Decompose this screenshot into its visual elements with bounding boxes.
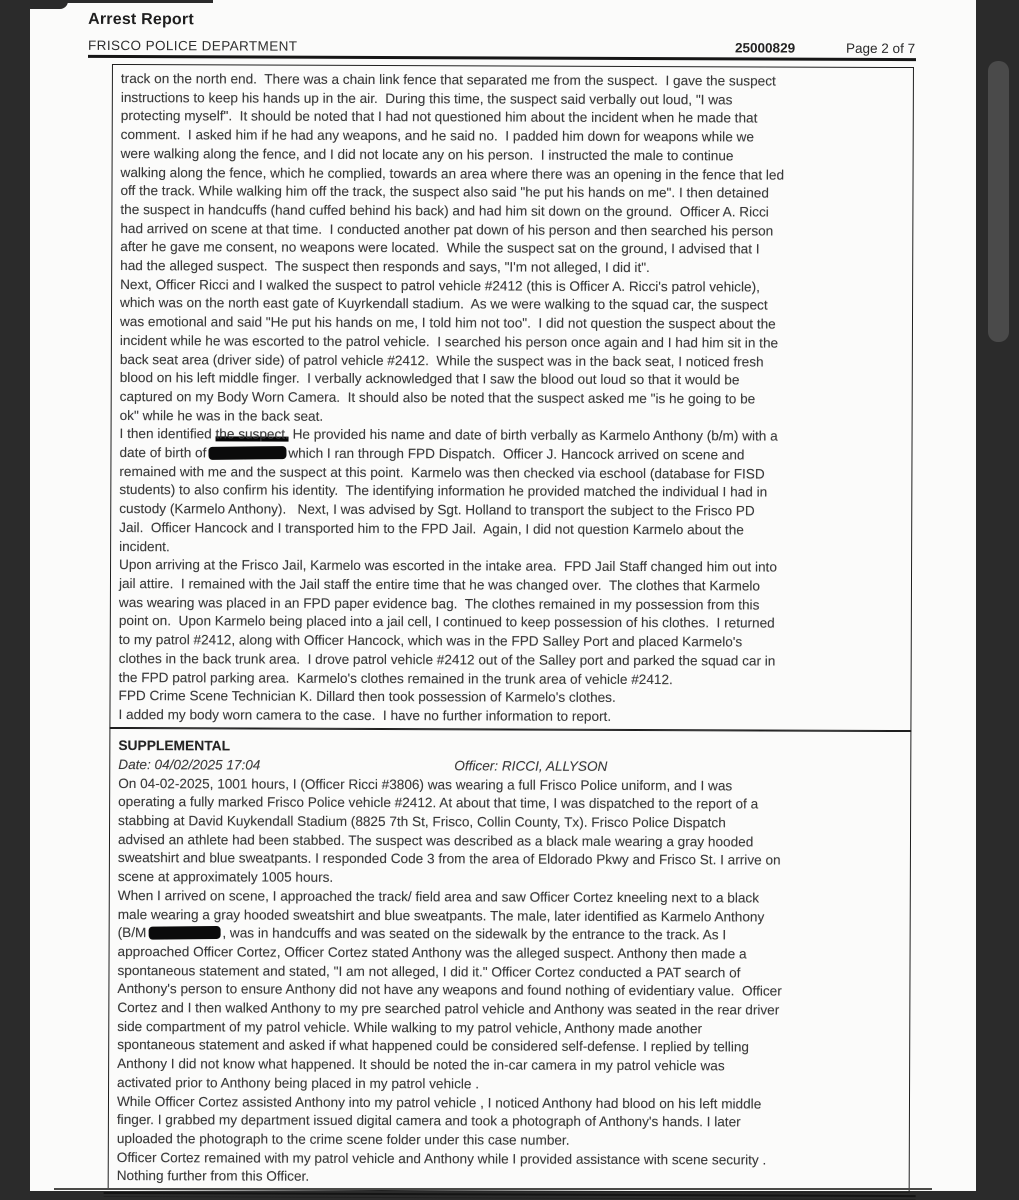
report-line: had arrived on scene at that time. I conducted another pat down of his person and then searched his person <box>120 220 774 239</box>
report-line: track on the north end. There was a chain link fence that separated me from the suspect. I gave the suspect <box>120 71 776 89</box>
report-line: advised an athlete had been stabbed. The suspect was described as a black male wearing a gray hooded <box>117 831 754 850</box>
page-bottom-rule <box>104 1192 916 1200</box>
report-line: Upon arriving at the Frisco Jail, Karmelo was escorted in the intake area. FPD Jail Staff changed him out into <box>119 557 777 575</box>
report-line: scene at approximately 1005 hours. <box>117 869 334 885</box>
report-line: sweatshirt and blue sweatpants. I responded Code 3 from the area of Eldorado Pkwy and Frisco St. I arrive on <box>117 850 781 868</box>
report-line: Anthony I did not know what happened. It should be noted the in-car camera in my patrol vehicle was <box>117 1056 725 1074</box>
report-line: off the track. While walking him off the track, the suspect also said "he put his hands on me". I then detained <box>120 183 769 201</box>
report-line: When I arrived on scene, I approached the track/ field area and saw Officer Cortez kneeling next to a black <box>117 887 760 906</box>
report-line: Officer Cortez remained with my patrol vehicle and Anthony while I provided assistance with scene security . <box>116 1149 767 1168</box>
supplemental-heading: SUPPLEMENTAL <box>118 738 231 754</box>
scan-edge-corner <box>30 0 68 9</box>
scrollbar-track[interactable] <box>976 0 1019 1200</box>
report-line: students) to also confirm his identity. The identifying information he provided matched the individual I had in <box>119 482 768 500</box>
report-line: walking along the fence, which he complied, towards an area where there was an opening in the fence that led <box>120 164 785 183</box>
scanned-report <box>26 0 977 1194</box>
report-line: after he gave me consent, no weapons were located. While the suspect sat on the ground, I advised that I <box>120 239 760 257</box>
page-indicator: Page 2 of 7 <box>846 40 916 57</box>
report-line: incident while he was escorted to the patrol vehicle. I searched his person once again and I had him sit in the <box>119 332 779 351</box>
supplemental-meta <box>118 755 904 778</box>
line-segment: which I ran through FPD Dispatch. Officer J. Hancock arrived on scene and <box>288 445 745 463</box>
report-line: Jail. Officer Hancock and I transported him to the FPD Jail. Again, I did not question Karmelo about the <box>119 519 744 538</box>
supplemental-officer: Officer: RICCI, ALLYSON <box>454 758 608 774</box>
report-line: Cortez and I then walked Anthony to my pre searched patrol vehicle and Anthony was seated in the rear driver <box>117 1000 780 1018</box>
report-line: back seat area (driver side) of patrol vehicle #2412. While the suspect was in the back seat, I noticed fresh <box>119 351 764 370</box>
report-line: had the alleged suspect. The suspect then responds and says, "I'm not alleged, I did it". <box>120 258 650 276</box>
line-segment: (B/M <box>117 925 147 941</box>
report-line: was wearing was placed in an FPD paper evidence bag. The clothes remained in my possession from this <box>118 594 760 613</box>
narrative-lines <box>118 70 907 728</box>
report-line: clothes in the back trunk area. I drove patrol vehicle #2412 out of the Salley port and parked the squad car in <box>118 650 776 669</box>
header-rule <box>88 55 916 61</box>
report-line: was emotional and said "He put his hands on me, I told him not too". I did not question the suspect about the <box>119 314 776 332</box>
supplemental-lines <box>117 775 905 1189</box>
supplemental-date: Date: 04/02/2025 17:04 <box>118 757 261 773</box>
line-segment: date of birth of <box>119 445 207 461</box>
report-line: FPD Crime Scene Technician K. Dillard then took possession of Karmelo's clothes. <box>118 688 616 706</box>
report-line: instructions to keep his hands up in the air. During this time, the suspect said verbally out loud, "I was <box>120 89 733 108</box>
report-line: ok" while he was in the back seat. <box>119 407 324 424</box>
scrollbar-thumb[interactable] <box>988 61 1009 342</box>
redaction-bar <box>148 926 220 940</box>
line-segment: He provided his name and date of birth verbally as Karmelo Anthony (b/m) with a <box>288 427 778 444</box>
report-line: blood on his left middle finger. I verbally acknowledged that I saw the blood out loud so that it would be <box>119 370 740 388</box>
report-line: activated prior to Anthony being placed in my patrol vehicle . <box>117 1074 480 1092</box>
report-line: jail attire. I remained with the Jail staff the entire time that he was changed over. The clothes that Karmelo <box>118 575 761 594</box>
report-line: protecting myself". It should be noted that I had not questioned him about the incident when he made that <box>120 108 758 126</box>
report-line: male wearing a gray hooded sweatshirt and blue sweatpants. The male, later identified as Karmelo Anthony <box>117 906 765 925</box>
report-line: spontaneous statement and stated, "I am not alleged, I did it." Officer Cortez conducted a PAT search of <box>117 962 741 981</box>
report-line: I added my body worn camera to the case. I have no further information to report. <box>118 706 612 724</box>
report-line: Nothing further from this Officer. <box>116 1168 310 1185</box>
report-line: Next, Officer Ricci and I walked the suspect to patrol vehicle #2412 (this is Officer A. Ricci's patrol vehicle), <box>120 276 760 295</box>
report-title: Arrest Report <box>88 10 194 29</box>
report-line: custody (Karmelo Anthony). Next, I was advised by Sgt. Holland to transport the subject to the Frisco PD <box>119 501 755 519</box>
line-segment: I then identified <box>119 426 216 442</box>
report-line: to my patrol #2412, along with Officer Hancock, which was in the FPD Salley Port and placed Karmelo's <box>118 632 743 650</box>
report-line: side compartment of my patrol vehicle. While walking to my patrol vehicle, Anthony made another <box>117 1018 703 1036</box>
report-line: the FPD patrol parking area. Karmelo's clothes remained in the trunk area of vehicle #2412. <box>118 669 673 687</box>
supplemental-section <box>108 727 912 1193</box>
paper-edge-shadow <box>54 1188 932 1190</box>
department-name: FRISCO POLICE DEPARTMENT <box>88 37 298 54</box>
report-line: Anthony's person to ensure Anthony did not have any weapons and found nothing of evidentiary value. Officer <box>117 981 782 999</box>
report-line: stabbing at David Kuykendall Stadium (8825 7th St, Frisco, Collin County, Tx). Frisco Police Dispatch <box>118 813 726 831</box>
redaction-scribble: the suspect. <box>215 426 289 443</box>
case-number: 25000829 <box>735 40 796 56</box>
report-line: While Officer Cortez assisted Anthony into my patrol vehicle , I noticed Anthony had blood on his left middle <box>116 1093 762 1112</box>
narrative-section <box>109 64 914 732</box>
report-line: operating a fully marked Frisco Police vehicle #2412. At about that time, I was dispatched to the report of a <box>118 794 759 812</box>
line-segment: , was in handcuffs and was seated on the sidewalk by the entrance to the track. As I <box>222 925 727 943</box>
report-line: On 04-02-2025, 1001 hours, I (Officer Ricci #3806) was wearing a full Frisco Police uniform, and I was <box>118 775 733 793</box>
report-line: captured on my Body Worn Camera. It should also be noted that the suspect asked me "is he going to be <box>119 388 756 407</box>
report-line: comment. I asked him if he had any weapons, and he said no. I padded him down for weapons while we <box>120 127 754 145</box>
report-line: point on. Upon Karmelo being placed into a jail cell, I continued to keep possession of his clothes. I returned <box>118 613 775 631</box>
report-body <box>108 64 914 1200</box>
report-line: uploaded the photograph to the crime scene folder under this case number. <box>116 1130 570 1148</box>
report-line: finger. I grabbed my department issued digital camera and took a photograph of Anthony's hands. I later <box>116 1112 741 1130</box>
report-line: which was on the north east gate of Kuyrkendall stadium. As we were walking to the squad car, the suspect <box>120 295 768 313</box>
report-line: incident. <box>119 538 170 554</box>
redaction-bar <box>208 446 286 460</box>
report-line: remained with me and the suspect at this point. Karmelo was then checked via eschool (database for FISD <box>119 463 765 482</box>
report-line: the suspect in handcuffs (hand cuffed behind his back) and had him sit down on the ground. Officer A. Ricci <box>120 201 769 220</box>
report-line: spontaneous statement and asked if what happened could be considered self-defense. I replied by telling <box>117 1037 750 1055</box>
document-page <box>30 0 976 1191</box>
report-line: approached Officer Cortez, Officer Cortez stated Anthony was the alleged suspect. Anthony then made a <box>117 943 747 962</box>
report-line: were walking along the fence, and I did not locate any on his person. I instructed the male to continue <box>120 145 734 164</box>
